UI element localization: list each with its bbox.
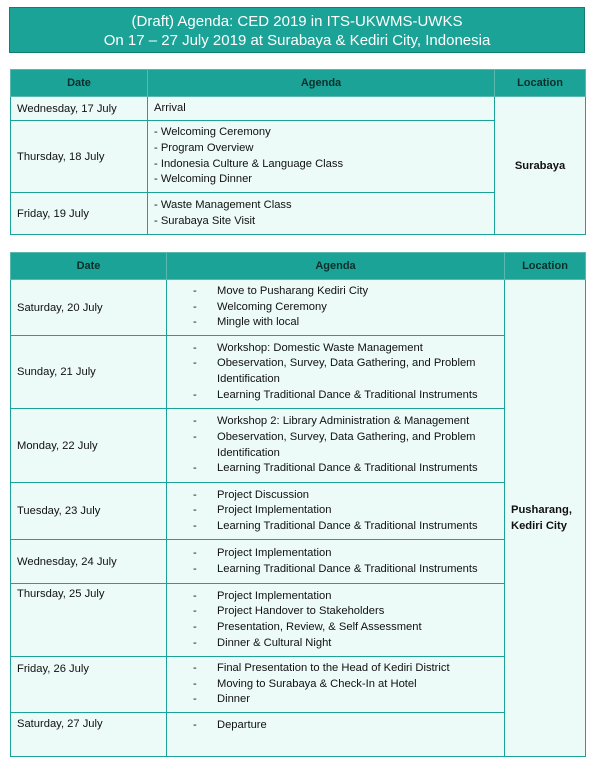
agenda-item [173, 636, 498, 652]
header-location: Location [505, 253, 586, 280]
agenda-item-text: Learning Traditional Dance & Traditional Instruments [217, 519, 478, 532]
dash-mark: - [193, 562, 197, 575]
agenda-item-text: Final Presentation to the Head of Kediri District [217, 662, 450, 675]
agenda-item-text: Dinner [217, 693, 250, 706]
agenda-item [173, 430, 498, 461]
row-date: Friday, 26 July [11, 657, 167, 713]
row-date: Saturday, 27 July [11, 713, 167, 757]
agenda-item-text: Workshop: Domestic Waste Management [217, 341, 423, 354]
agenda-item [173, 661, 498, 677]
dash-mark: - [193, 504, 197, 517]
row-date: Friday, 19 July [11, 193, 148, 235]
header-date: Date [11, 70, 148, 97]
row-date: Thursday, 25 July [11, 584, 167, 657]
agenda-item-text: Move to Pusharang Kediri City [217, 285, 369, 298]
location-cell: Surabaya [495, 97, 586, 235]
row-date: Wednesday, 17 July [11, 97, 148, 121]
dash-mark: - [193, 488, 197, 501]
agenda-item-text: Project Discussion [217, 488, 310, 501]
agenda-item [173, 284, 498, 300]
row-date: Saturday, 20 July [11, 280, 167, 336]
agenda-item: - Surabaya Site Visit [154, 214, 256, 227]
dash-mark: - [193, 285, 197, 298]
dash-mark: - [193, 719, 197, 731]
agenda-item-text: Project Handover to Stakeholders [217, 605, 385, 618]
table-row [11, 540, 586, 584]
table-row [11, 657, 586, 713]
row-date: Wednesday, 24 July [11, 540, 167, 584]
agenda-item: Arrival [154, 101, 186, 114]
row-agenda [148, 121, 495, 193]
row-agenda [167, 657, 505, 713]
row-agenda [167, 280, 505, 336]
agenda-item-text: Obeservation, Survey, Data Gathering, and Problem Identification [217, 357, 476, 385]
table-header-row [11, 253, 586, 280]
agenda-item-text: Moving to Surabaya & Check-In at Hotel [217, 677, 417, 690]
dash-mark: - [193, 636, 197, 649]
agenda-item-text: Project Implementation [217, 589, 332, 602]
dash-mark: - [193, 357, 197, 370]
dash-mark: - [193, 300, 197, 313]
agenda-item-text: Project Implementation [217, 504, 332, 517]
agenda-item: - Indonesia Culture & Language Class [154, 157, 344, 170]
dash-mark: - [193, 677, 197, 690]
agenda-item: - Program Overview [154, 141, 254, 154]
dash-mark: - [193, 546, 197, 559]
agenda-item-text: Mingle with local [217, 316, 300, 329]
table-header-row [11, 70, 586, 97]
row-date: Sunday, 21 July [11, 336, 167, 409]
agenda-item [173, 677, 498, 693]
agenda-item-text: Departure [217, 719, 267, 731]
table-row [11, 584, 586, 657]
agenda-item [173, 718, 498, 734]
row-agenda [167, 540, 505, 584]
row-agenda [167, 483, 505, 540]
dash-mark: - [193, 462, 197, 475]
dash-mark: - [193, 430, 197, 443]
table-row [11, 713, 586, 757]
table-row [11, 280, 586, 336]
dash-mark: - [193, 341, 197, 354]
agenda-item [173, 488, 498, 504]
table-row [11, 409, 586, 483]
row-agenda [167, 409, 505, 483]
agenda-item-text: Workshop 2: Library Administration & Management [217, 415, 470, 428]
agenda-item-text: Learning Traditional Dance & Traditional Instruments [217, 388, 478, 401]
row-date: Monday, 22 July [11, 409, 167, 483]
table-row [11, 97, 586, 121]
agenda-item-text: Learning Traditional Dance & Traditional Instruments [217, 562, 478, 575]
dash-mark: - [193, 662, 197, 675]
agenda-item-text: Obeservation, Survey, Data Gathering, and Problem Identification [217, 430, 476, 459]
agenda-item [173, 503, 498, 519]
row-agenda [167, 336, 505, 409]
agenda-item [173, 562, 498, 578]
header-location: Location [495, 70, 586, 97]
agenda-item [173, 414, 498, 430]
row-agenda [167, 713, 505, 757]
agenda-item: - Welcoming Ceremony [154, 126, 271, 139]
header-date: Date [11, 253, 167, 280]
surabaya-agenda-table [10, 69, 586, 235]
agenda-item: - Welcoming Dinner [154, 173, 253, 186]
row-agenda [148, 97, 495, 121]
agenda-item [173, 519, 498, 535]
agenda-item-text: Presentation, Review, & Self Assessment [217, 621, 422, 633]
agenda-item [173, 300, 498, 316]
dash-mark: - [193, 693, 197, 706]
dash-mark: - [193, 621, 197, 633]
header-agenda: Agenda [167, 253, 505, 280]
agenda-item [173, 604, 498, 620]
title-line-2: On 17 – 27 July 2019 at Surabaya & Kediri City, Indonesia [103, 32, 491, 49]
row-date: Thursday, 18 July [11, 121, 148, 193]
title-line-1: (Draft) Agenda: CED 2019 in ITS-UKWMS-UWKS [131, 13, 463, 30]
location-line-1: Pusharang, [511, 504, 572, 516]
agenda-item-text: Project Implementation [217, 546, 332, 559]
dash-mark: - [193, 316, 197, 329]
row-date: Tuesday, 23 July [11, 483, 167, 540]
agenda-title [9, 7, 585, 53]
agenda-item [173, 589, 498, 605]
location-cell [505, 280, 586, 757]
agenda-item [173, 315, 498, 331]
table-row [11, 336, 586, 409]
agenda-item-text: Learning Traditional Dance & Traditional Instruments [217, 462, 478, 475]
row-agenda [148, 193, 495, 235]
location-line-2: Kediri City [511, 520, 567, 532]
agenda-item [173, 388, 498, 404]
dash-mark: - [193, 388, 197, 401]
agenda-item [173, 546, 498, 562]
agenda-item [173, 461, 498, 477]
dash-mark: - [193, 589, 197, 602]
agenda-item [173, 341, 498, 357]
agenda-item-text: Welcoming Ceremony [217, 300, 327, 313]
dash-mark: - [193, 415, 197, 428]
header-agenda: Agenda [148, 70, 495, 97]
agenda-item-text: Dinner & Cultural Night [217, 636, 332, 649]
table-row [11, 483, 586, 540]
kediri-agenda-table [10, 252, 586, 757]
agenda-item: - Waste Management Class [154, 198, 292, 211]
agenda-item [173, 356, 498, 387]
agenda-item [173, 692, 498, 708]
dash-mark: - [193, 605, 197, 618]
agenda-item [173, 620, 498, 636]
dash-mark: - [193, 519, 197, 532]
row-agenda [167, 584, 505, 657]
